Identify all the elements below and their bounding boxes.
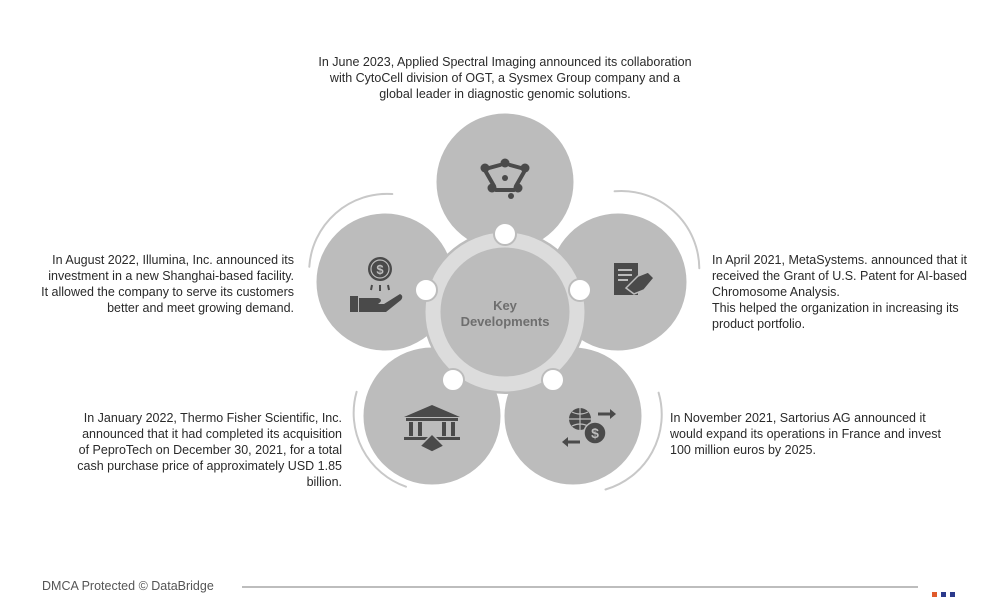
note-line: billion.	[306, 475, 342, 489]
development-note-top	[300, 54, 710, 102]
development-note-left	[10, 252, 294, 316]
development-note-bottom-left	[40, 410, 342, 490]
development-note-bottom-right	[670, 410, 970, 458]
note-line: 100 million euros by 2025.	[670, 443, 816, 457]
footer-dot	[932, 592, 937, 597]
ring-dot-bottom-left	[442, 369, 464, 391]
note-line: Chromosome Analysis.	[712, 285, 840, 299]
note-line: In January 2022, Thermo Fisher Scientific, Inc.	[83, 411, 342, 425]
ring-dot-right	[569, 279, 591, 301]
note-line: In August 2022, Illumina, Inc. announced its	[52, 253, 294, 267]
svg-text:$: $	[376, 262, 384, 277]
development-note-right	[712, 252, 997, 332]
ring-dot-bottom-right	[542, 369, 564, 391]
note-line: cash purchase price of approximately USD 1.85	[77, 459, 342, 473]
note-line: investment in a new Shanghai-based facility.	[48, 269, 294, 283]
ring-dot-top	[494, 223, 516, 245]
note-line: announced that it had completed its acquisition	[82, 427, 342, 441]
center-label-line-2: Developments	[460, 314, 550, 329]
note-line: received the Grant of U.S. Patent for AI-based	[712, 269, 967, 283]
note-line: better and meet growing demand.	[107, 301, 294, 315]
footer-copyright: DMCA Protected © DataBridge	[42, 579, 214, 593]
note-line: of PeproTech on December 30, 2021, for a total	[78, 443, 342, 457]
center-label-line-1: Key	[493, 298, 517, 313]
note-line: In April 2021, MetaSystems. announced that it	[712, 253, 968, 267]
footer-dot	[941, 592, 946, 597]
note-line: global leader in diagnostic genomic solutions.	[379, 87, 631, 101]
note-line: product portfolio.	[712, 317, 806, 331]
svg-text:$: $	[591, 425, 599, 441]
ring-dot-left	[415, 279, 437, 301]
note-line: would expand its operations in France and invest	[670, 427, 941, 441]
note-line: In November 2021, Sartorius AG announced it	[670, 411, 926, 425]
center-label	[440, 298, 570, 330]
footer-dot	[950, 592, 955, 597]
note-line: with CytoCell division of OGT, a Sysmex Group company and a	[329, 71, 681, 85]
note-line: In June 2023, Applied Spectral Imaging announced its collaboration	[318, 55, 692, 69]
note-line: This helped the organization in increasing its	[712, 301, 959, 315]
footer-dots	[932, 584, 959, 602]
note-line: It allowed the company to serve its customers	[41, 285, 294, 299]
footer-divider	[242, 586, 918, 588]
